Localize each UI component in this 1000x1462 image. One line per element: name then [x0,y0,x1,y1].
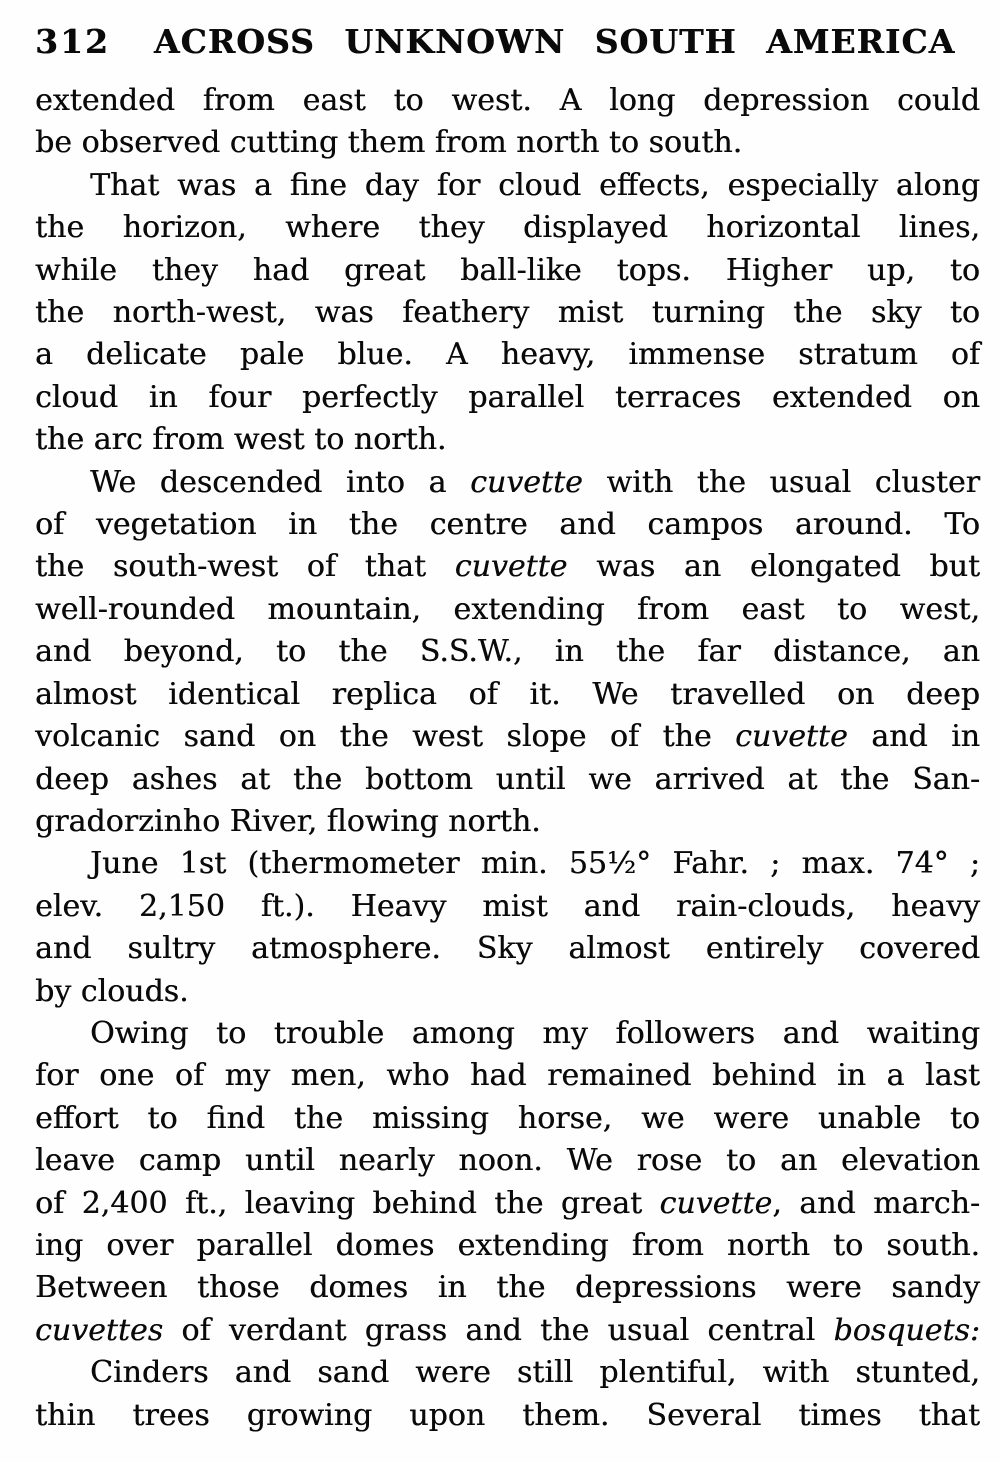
italic-text-run: bosquets: [833,1312,980,1348]
text-run: well-rounded mountain, extending from east to west, [35,591,980,627]
text-run: June 1st (thermometer min. 55½° Fahr. ; max. 74° ; [90,846,980,882]
text-run: the horizon, where they displayed horizontal lines, [35,210,980,246]
text-run: Between those domes in the depressions were sandy [35,1270,980,1306]
text-line [35,674,980,716]
text-run: for one of my men, who had remained behind in a last [35,1058,980,1094]
text-run: volcanic sand on the west slope of the [35,719,736,755]
text-line [35,886,980,928]
text-run: almost identical replica of it. We travelled on deep [35,676,980,712]
running-header [35,22,980,62]
text-line [35,759,980,801]
text-run: gradorzinho River, flowing north. [35,803,541,839]
text-run: the north-west, was feathery mist turning the sky to [35,295,980,331]
text-run: Owing to trouble among my followers and waiting [90,1015,980,1051]
text-line [35,334,980,376]
text-run: thin trees growing upon them. Several times that [35,1397,980,1433]
text-line [35,971,980,1013]
text-line [35,631,980,673]
text-line [35,1183,980,1225]
text-line [35,250,980,292]
text-run: the south-west of that [35,549,455,585]
text-line [35,292,980,334]
text-run: was an elongated but [567,549,980,585]
text-run: by clouds. [35,973,189,1009]
text-line [35,928,980,970]
text-line [35,589,980,631]
text-line [35,1310,980,1352]
text-run: elev. 2,150 ft.). Heavy mist and rain-clouds, heavy [35,888,980,924]
text-run: and in [847,719,980,755]
text-line [35,1013,980,1055]
text-run: extended from east to west. A long depression could [35,83,980,118]
text-run: effort to find the missing horse, we were unable to [35,1100,980,1136]
text-run: We descended into a [90,464,471,500]
text-line [35,1055,980,1097]
text-run: of verdant grass and the usual central [163,1312,834,1348]
text-run: and sultry atmosphere. Sky almost entirely covered [35,931,980,967]
text-line [35,801,980,843]
italic-text-run: cuvette [735,719,848,755]
text-line [35,843,980,885]
text-run: deep ashes at the bottom until we arrived at the San- [35,761,980,797]
text-run: a delicate pale blue. A heavy, immense stratum of [35,337,980,373]
italic-text-run: cuvette [659,1185,773,1221]
text-run: That was a fine day for cloud effects, especially along [90,167,980,203]
page-title: ACROSS UNKNOWN SOUTH AMERICA [153,22,956,61]
text-run: of vegetation in the centre and campos around. To [35,507,980,543]
text-line [35,377,980,419]
text-line [35,1352,980,1394]
text-run: be observed cutting them from north to south. [35,125,743,161]
text-run: the arc from west to north. [35,422,447,458]
italic-text-run: cuvettes [35,1312,164,1348]
text-run: of 2,400 ft., leaving behind the great [35,1185,660,1221]
italic-text-run: cuvette [470,464,583,500]
text-line [35,207,980,249]
text-run: ing over parallel domes extending from north to south. [35,1227,980,1263]
text-run: leave camp until nearly noon. We rose to an elevation [35,1143,980,1179]
text-run: while they had great ball-like tops. Higher up, to [35,252,980,288]
text-line [35,1098,980,1140]
text-line [35,165,980,207]
text-line [35,716,980,758]
text-run: and beyond, to the S.S.W., in the far distance, an [35,634,980,670]
text-run: Cinders and sand were still plentiful, with stunted, [90,1355,980,1391]
text-line [35,122,980,164]
text-line [35,504,980,546]
italic-text-run: cuvette [454,549,568,585]
page-body [35,80,980,1437]
text-line [35,1395,980,1437]
text-line [35,1225,980,1267]
text-line [35,1267,980,1309]
text-line [35,419,980,461]
text-run: cloud in four perfectly parallel terraces extended on [35,379,980,415]
text-line [35,1140,980,1182]
text-line [35,80,980,122]
text-run: with the usual cluster [582,464,980,500]
text-run: , and march- [772,1185,981,1221]
text-line [35,462,980,504]
page-number: 312 [35,22,110,61]
text-line [35,546,980,588]
